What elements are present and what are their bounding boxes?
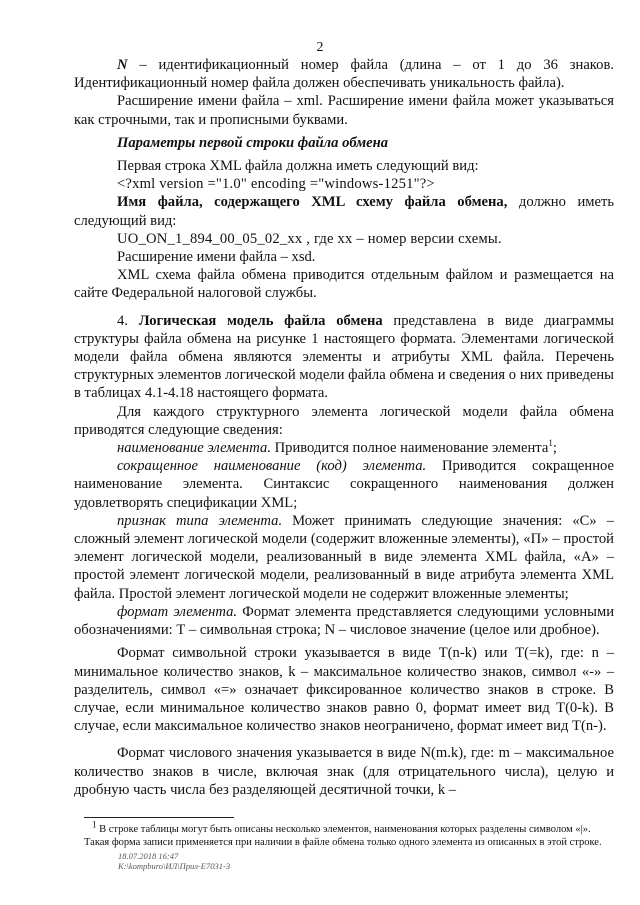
footnote-separator	[84, 817, 234, 818]
element-format-term: формат элемента.	[117, 603, 238, 620]
paragraph-schema-publication: XML схема файла обмена приводится отдельным файлом и размещается на сайте Федеральной налоговой службы.	[74, 267, 614, 302]
element-format-text: Формат элемента представляется следующими условными обозначениями: Т – символьная строка; N – числовое значение (целое или дробное).	[74, 603, 614, 639]
footnote-marker: 1	[92, 819, 97, 830]
paragraph-element-name	[74, 439, 614, 457]
section-number: 4.	[117, 312, 139, 329]
xml-declaration: <?xml version ="1.0" encoding ="windows-1251"?>	[117, 176, 435, 193]
paragraph-element-info-intro: Для каждого структурного элемента логической модели файла обмена приводятся следующие сведения:	[74, 403, 614, 438]
element-name-text: Приводится полное наименование элемента	[270, 440, 549, 457]
paragraph-short-name	[74, 457, 614, 512]
logical-model-bold: Логическая модель файла обмена	[138, 312, 383, 329]
print-stamp	[118, 851, 230, 871]
short-name-term: сокращенное наименование (код) элемента.	[117, 458, 427, 475]
paragraph-logical-model	[74, 312, 614, 403]
schema-name-bold: Имя файла, содержащего XML схему файла обмена,	[117, 194, 508, 211]
paragraph-string-format: Формат символьной строки указывается в виде Т(n-k) или Т(=k), где: n – минимальное количество знаков, k – максимальное количество знаков, символ «-» – разделитель, символ «=» означает фиксированное количество знаков в строке. В случае, если минимальное количество знаков равно 0, формат имеет вид Т(0-k). В случае, если максимальное количество знаков неограничено, формат имеет вид Т(n-).	[74, 645, 614, 735]
paragraph-number-format: Формат числового значения указывается в виде N(m.k), где: m – максимальное количество знаков в числе, включая знак (для отрицательного числа), целую и дробную часть числа без разделяющей десятичной точки, k –	[74, 745, 614, 798]
footnote-line-1	[84, 819, 614, 836]
logical-model-text: представлена в виде диаграммы структуры файла обмена на рисунке 1 настоящего формата. Элементами логической модели файла обмена являются элементы и атрибуты XML файла. Перечень структурных элементов логической модели файла обмена и сведения о них приведены в таблицах 4.1-4.18 настоящего формата.	[74, 312, 614, 402]
footnote	[84, 819, 614, 849]
paragraph-schema-extension: Расширение имени файла – xsd.	[117, 249, 316, 266]
element-name-term: наименование элемента.	[117, 440, 271, 457]
paragraph-schema-name	[74, 193, 614, 229]
page-number: 2	[316, 40, 324, 55]
paragraph-extension: Расширение имени файла – xml. Расширение имени файла может указываться как строчными, так и прописными буквами.	[74, 93, 614, 128]
print-stamp-path: K:\kompburo\ИЛ\Прил-Е7031-3	[118, 861, 231, 871]
schema-file-name: UO_ON_1_894_00_05_02_xx , где хх – номер версии схемы.	[117, 230, 502, 247]
schema-name-text: должно иметь следующий вид:	[74, 194, 614, 229]
paragraph-file-id-text: – идентификационный номер файла (длина – от 1 до 36 знаков. Идентификационный номер файла должен обеспечивать уникальность файла).	[74, 57, 614, 92]
footnote-ref: 1	[548, 438, 553, 449]
element-type-term: признак типа элемента.	[117, 512, 283, 529]
paragraph-element-format	[74, 603, 614, 639]
footnote-line-2: Такая форма записи применяется при наличии в файле обмена только одного элемента из описанных в этой строке.	[84, 837, 602, 848]
element-type-text: Может принимать следующие значения: «С» – сложный элемент логической модели (содержит вложенные элементы), «П» – простой элемент логической модели, реализованный в виде элемента XML файла, «А» – простой элемент логической модели, реализованный в виде атрибута элемента XML файла. Простой элемент логической модели не содержит вложенные элементы;	[74, 512, 614, 602]
variable-n: N	[117, 57, 128, 73]
document-body	[74, 56, 614, 799]
element-name-tail: ;	[552, 440, 557, 457]
short-name-text: Приводится сокращенное наименование элемента. Синтаксис сокращенного наименования должен удовлетворять спецификации XML;	[74, 458, 614, 511]
paragraph-element-type	[74, 512, 614, 603]
print-stamp-date: 18.07.2018 16:47	[118, 851, 179, 861]
footnote-text-1: В строке таблицы могут быть описаны несколько элементов, наименования которых разделены символом «|».	[96, 824, 591, 835]
paragraph-file-id	[74, 56, 614, 92]
section-heading-first-line: Параметры первой строки файла обмена	[117, 134, 389, 151]
paragraph-first-line-intro: Первая строка XML файла должна иметь следующий вид:	[117, 158, 479, 175]
